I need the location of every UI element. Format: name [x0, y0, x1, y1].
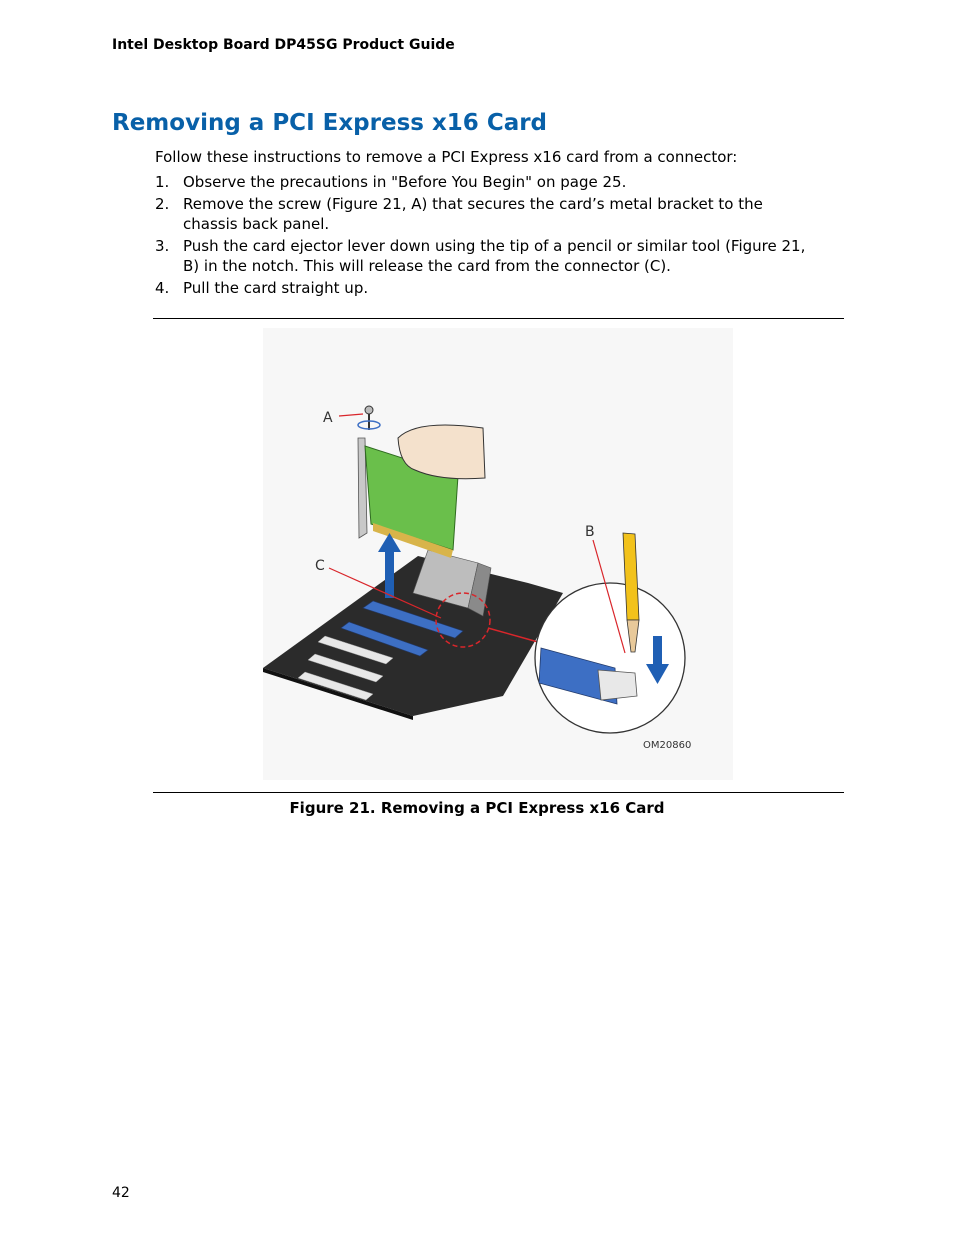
figure-code: OM20860 [643, 740, 692, 751]
callout-label-a: A [323, 410, 333, 426]
steps-list [155, 172, 815, 300]
step-text: Pull the card straight up. [183, 279, 369, 297]
list-item [155, 172, 815, 192]
step-number: 3. [155, 237, 170, 255]
callout-line-a [339, 414, 363, 416]
intro-text: Follow these instructions to remove a PCI Express x16 card from a connector: [155, 148, 738, 166]
list-item [155, 278, 815, 298]
step-text: Remove the screw (Figure 21, A) that secures the card’s metal bracket to the chassis back panel. [183, 195, 763, 233]
figure-caption: Figure 21. Removing a PCI Express x16 Card [289, 799, 665, 817]
page-number: 42 [112, 1185, 130, 1201]
callout-label-b: B [585, 524, 595, 540]
list-item [155, 236, 815, 276]
step-text: Observe the precautions in "Before You Begin" on page 25. [183, 173, 627, 191]
step-text: Push the card ejector lever down using the tip of a pencil or similar tool (Figure 21, B) in the notch. This will release the card from the connector (C). [183, 237, 806, 275]
illustration-svg [263, 328, 733, 780]
figure-illustration [263, 328, 733, 780]
list-item [155, 194, 815, 234]
screw-icon [358, 406, 380, 430]
step-number: 1. [155, 173, 170, 191]
figure-bottom-rule [153, 792, 844, 793]
callout-label-c: C [315, 558, 325, 574]
section-title: Removing a PCI Express x16 Card [112, 110, 548, 136]
figure-top-rule [153, 318, 844, 319]
step-number: 4. [155, 279, 170, 297]
step-number: 2. [155, 195, 170, 213]
ejector-lever [598, 670, 637, 700]
running-header: Intel Desktop Board DP45SG Product Guide [112, 37, 455, 53]
